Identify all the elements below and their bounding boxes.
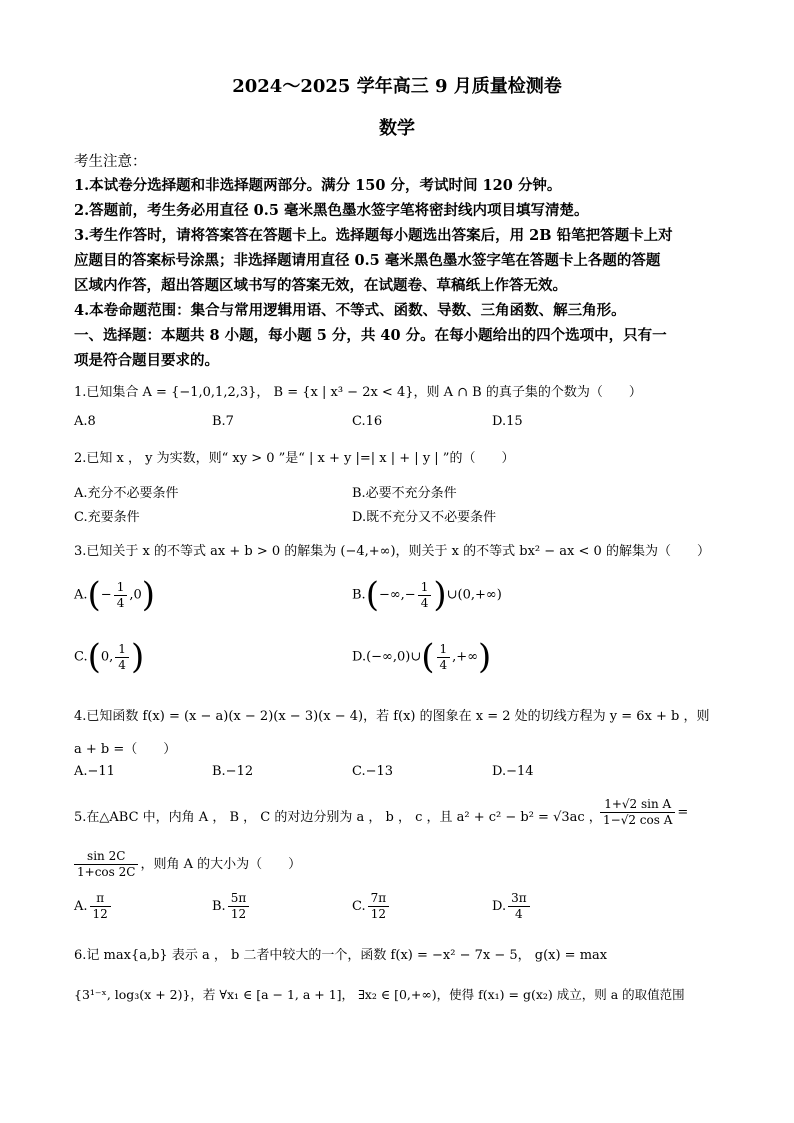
notice-item-1: 1.本试卷分选择题和非选择题两部分。满分 150 分，考试时间 120 分钟。 <box>74 177 562 194</box>
fraction-denominator: 1+cos 2C <box>77 865 136 879</box>
fraction <box>90 891 111 922</box>
notice-heading: 考生注意： <box>74 154 147 170</box>
q3-option-c-left: 0, <box>100 649 114 665</box>
notice-item-3: 3.考生作答时，请将答案答在答题卡上。选择题每小题选出答案后，用 2B 铅笔把答题卡上对 <box>74 227 673 244</box>
q3-option-d-prefix: D. <box>352 649 367 665</box>
q3-option-b-prefix: B. <box>352 587 366 603</box>
q3-option-a-right: ,0 <box>129 587 142 603</box>
fraction-denominator: 12 <box>230 907 247 921</box>
q3-option-b <box>352 575 502 615</box>
fraction-denominator: 4 <box>439 657 448 672</box>
q3-option-c <box>74 637 145 677</box>
fraction <box>600 797 675 828</box>
open-paren: ( <box>87 637 101 677</box>
section-heading-cont: 项是符合题目要求的。 <box>74 352 219 369</box>
q1-option-c: C.16 <box>352 414 383 429</box>
fraction <box>437 642 451 673</box>
fraction-numerator: π <box>90 891 111 907</box>
open-paren: ( <box>365 575 379 615</box>
close-paren: ) <box>130 637 145 677</box>
fraction-numerator: 5π <box>228 891 250 907</box>
q2-option-b: B.必要不充分条件 <box>352 486 457 501</box>
open-paren: ( <box>87 575 101 615</box>
fraction-denominator: 12 <box>370 907 387 921</box>
close-paren: ) <box>433 575 447 615</box>
fraction-numerator: 3π <box>508 891 530 907</box>
question-1-text: 1.已知集合 A = {−1,0,1,2,3}， B = {x | x³ − 2x < 4}，则 A ∩ B 的真子集的个数为（ ） <box>74 385 642 400</box>
q1-option-d: D.15 <box>492 414 523 429</box>
subject-title: 数学 <box>379 118 415 139</box>
q4-option-b: B.−12 <box>212 764 254 779</box>
fraction <box>114 580 128 611</box>
q5-line-2 <box>72 849 301 880</box>
q3-option-a-left: − <box>100 587 112 603</box>
q5-option-d <box>492 891 532 922</box>
fraction <box>508 891 530 922</box>
close-paren: ) <box>478 637 492 677</box>
q3-option-b-right: ∪(0,+∞) <box>446 587 502 603</box>
question-4-text: 4.已知函数 f(x) = (x − a)(x − 2)(x − 3)(x − 4)，若 f(x) 的图象在 x = 2 处的切线方程为 y = 6x + b ，则 <box>74 709 710 724</box>
fraction-numerator: 1 <box>437 642 451 658</box>
fraction-denominator: 4 <box>118 657 126 672</box>
fraction <box>418 580 432 611</box>
section-heading: 一、选择题：本题共 8 小题，每小题 5 分，共 40 分。在每小题给出的四个选项中，只有一 <box>74 327 667 344</box>
q2-option-d: D.既不充分又不必要条件 <box>352 510 497 525</box>
q5-equals: = <box>677 805 689 820</box>
q5-option-c <box>352 891 391 922</box>
fraction <box>228 891 250 922</box>
q5-option-d-prefix: D. <box>492 899 507 914</box>
q3-option-b-left: −∞,− <box>378 587 416 603</box>
q4-option-c: C.−13 <box>352 764 394 779</box>
fraction <box>74 849 138 880</box>
fraction-numerator: 1 <box>115 642 129 658</box>
open-paren: ( <box>421 637 435 677</box>
question-3-text: 3.已知关于 x 的不等式 ax + b > 0 的解集为 (−4,+∞)，则关于 x 的不等式 bx² − ax < 0 的解集为（ ） <box>74 544 710 559</box>
notice-item-2: 2.答题前，考生务必用直径 0.5 毫米黑色墨水签字笔将密封线内项目填写清楚。 <box>74 202 589 219</box>
q1-option-a: A.8 <box>74 414 96 429</box>
q5-tail: ，则角 A 的大小为（ ） <box>140 857 302 872</box>
fraction-numerator: 1 <box>114 580 128 596</box>
fraction-denominator: 4 <box>420 595 429 610</box>
fraction-denominator: 4 <box>515 907 523 921</box>
q5-option-b <box>212 891 251 922</box>
q5-option-b-prefix: B. <box>212 899 226 914</box>
close-paren: ) <box>141 575 156 615</box>
question-6-text-cont: {3¹⁻ˣ, log₃(x + 2)}，若 ∀x₁ ∈ [a − 1, a + 1]， ∃x₂ ∈ [0,+∞)，使得 f(x₁) = g(x₂) 成立，则 a 的取值范围 <box>74 987 685 1002</box>
q4-option-a: A.−11 <box>74 764 115 779</box>
fraction <box>368 891 390 922</box>
fraction <box>115 642 129 673</box>
q4-option-d: D.−14 <box>492 764 534 779</box>
q5-fraction-1 <box>598 797 688 828</box>
fraction-denominator: 1−√2 cos A <box>603 813 673 827</box>
q1-option-b: B.7 <box>212 414 234 429</box>
notice-item-3-cont2: 区域内作答，超出答题区域书写的答案无效，在试题卷、草稿纸上作答无效。 <box>74 277 567 294</box>
q2-option-a: A.充分不必要条件 <box>74 486 179 501</box>
exam-title: 2024～2025 学年高三 9 月质量检测卷 <box>232 76 562 97</box>
q3-option-d <box>352 637 492 677</box>
q2-option-c: C.充要条件 <box>74 510 140 525</box>
question-6-text: 6.记 max{a,b} 表示 a ， b 二者中较大的一个，函数 f(x) = −x² − 7x − 5， g(x) = max <box>74 948 608 963</box>
fraction-numerator: 1+√2 sin A <box>600 797 675 813</box>
fraction-numerator: sin 2C <box>74 849 138 865</box>
fraction-denominator: 12 <box>92 907 108 921</box>
q3-option-d-left: (−∞,0)∪ <box>366 649 422 665</box>
question-2-text: 2.已知 x ， y 为实数，则“ xy > 0 ”是“ | x + y |=| x | + | y | ”的（ ） <box>74 451 515 466</box>
notice-item-3-cont: 应题目的答案标号涂黑；非选择题请用直径 0.5 毫米黑色墨水签字笔在答题卡上各题的答题 <box>74 252 661 269</box>
fraction-numerator: 7π <box>368 891 390 907</box>
q3-option-a-prefix: A. <box>74 587 88 603</box>
question-4-text-cont: a + b =（ ） <box>74 742 177 757</box>
notice-item-4: 4.本卷命题范围：集合与常用逻辑用语、不等式、函数、导数、三角函数、解三角形。 <box>74 302 626 319</box>
q3-option-d-right: ,+∞ <box>452 649 479 665</box>
fraction-denominator: 4 <box>116 595 125 610</box>
q5-option-a <box>74 891 113 922</box>
q5-option-a-prefix: A. <box>74 899 88 914</box>
q5-option-c-prefix: C. <box>352 899 366 914</box>
question-5-text: 5.在△ABC 中，内角 A ， B ， C 的对边分别为 a ， b ， c ，且 a² + c² − b² = √3ac ， <box>74 810 602 825</box>
q3-option-c-prefix: C. <box>74 649 88 665</box>
fraction-numerator: 1 <box>418 580 432 596</box>
q3-option-a <box>74 575 156 615</box>
